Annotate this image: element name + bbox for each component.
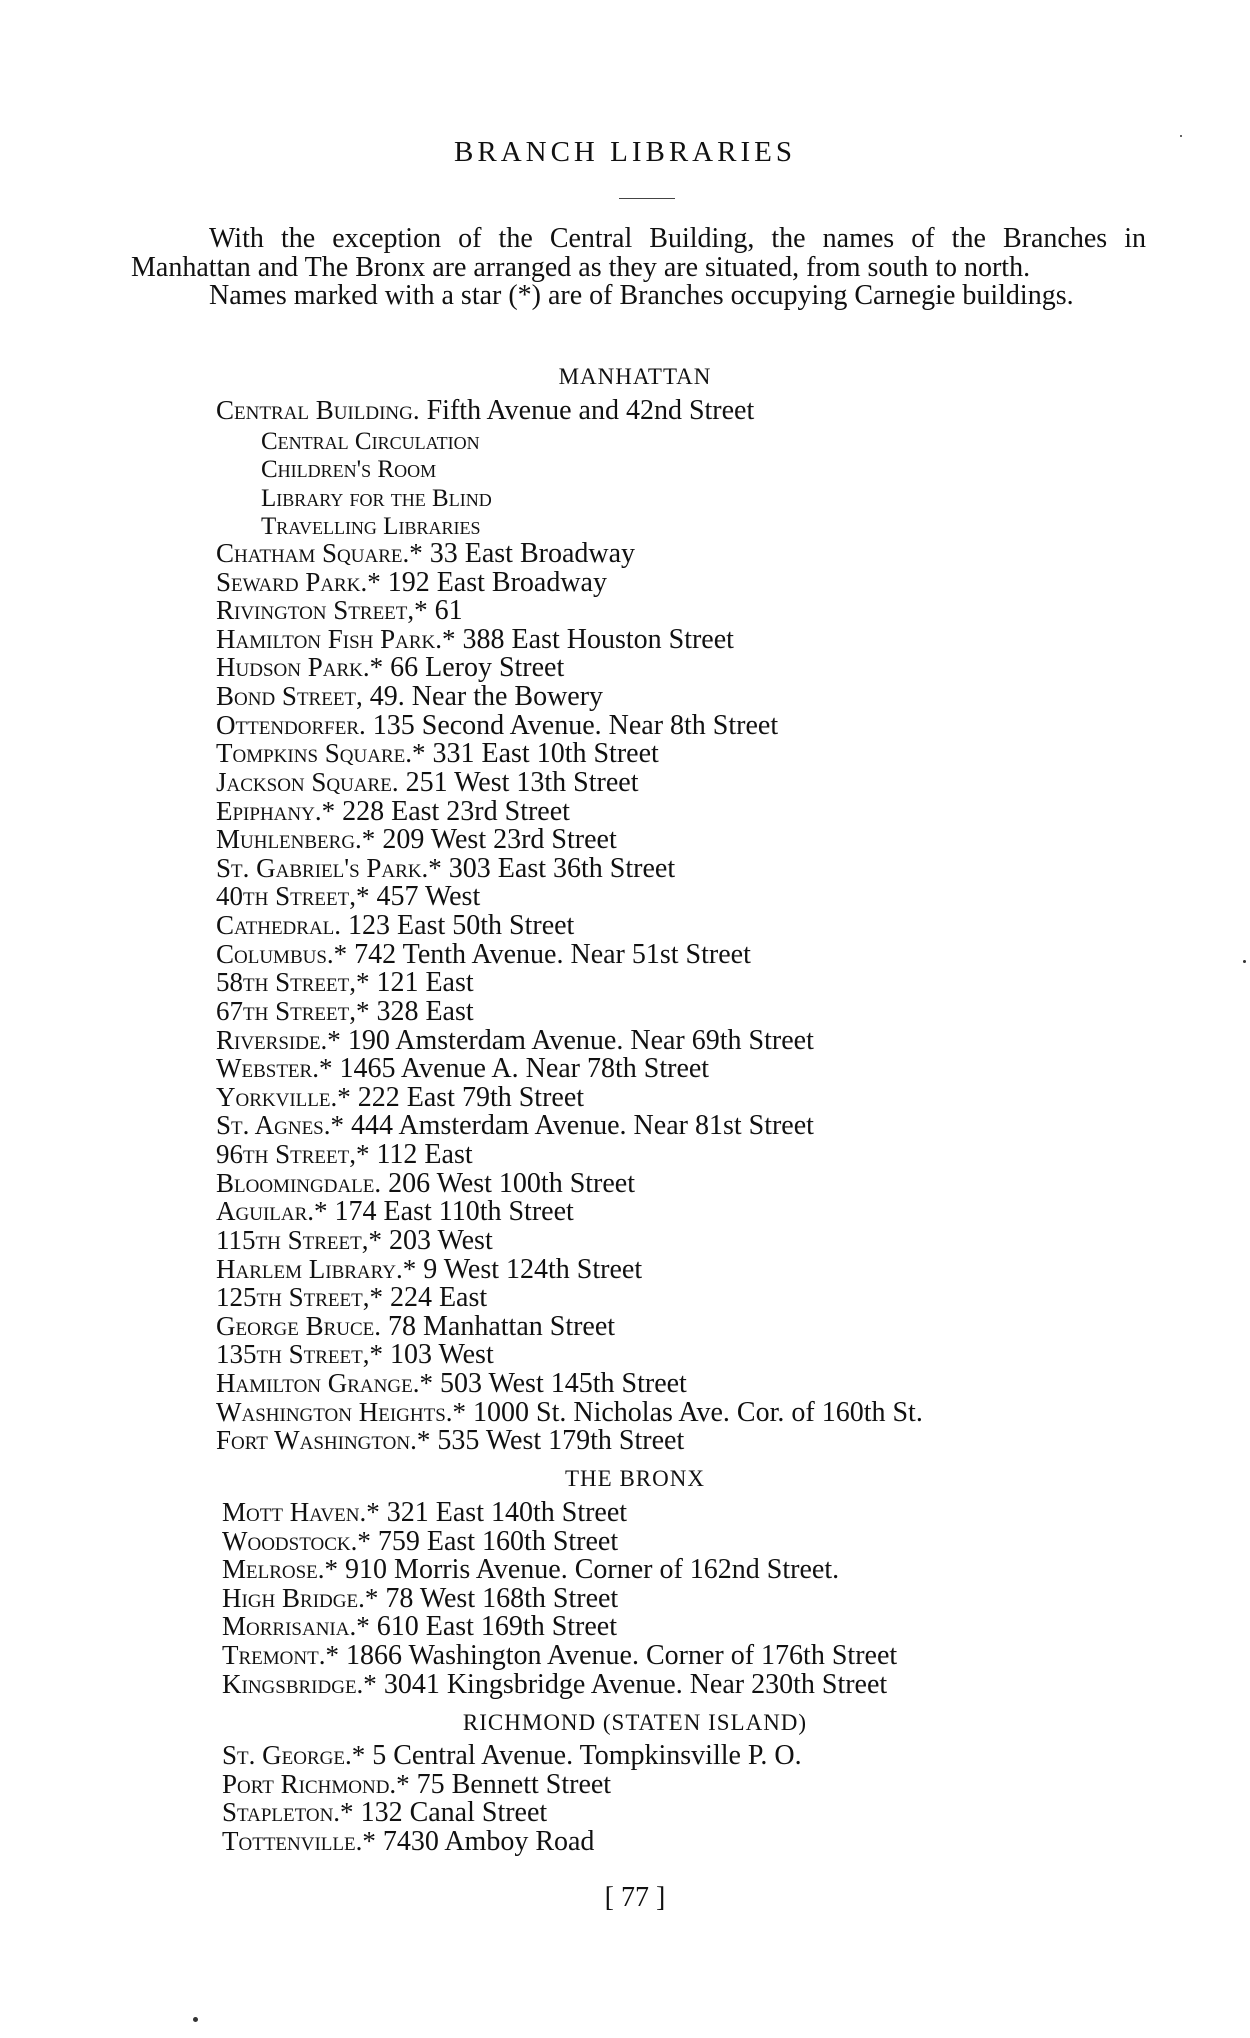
branch-address: 206 West 100th Street [381,1167,635,1199]
branch-address: 457 West [369,881,481,913]
branch-entry [216,1197,574,1226]
branch-entry [216,739,659,768]
branch-name: Kingsbridge.* [222,1668,377,1699]
branch-address: 3041 Kingsbridge Avenue. Near 230th Street [376,1668,888,1700]
branch-address: 190 Amsterdam Avenue. Near 69th Street [340,1024,814,1056]
branch-name: Bond Street, [216,681,363,712]
branch-address: 49. Near the Bowery [362,681,604,713]
branch-address: 66 Leroy Street [383,652,565,684]
branch-address: 742 Tenth Avenue. Near 51st Street [347,938,751,970]
branch-entry [216,1398,923,1427]
branch-entry [216,1255,642,1284]
branch-name: Chatham Square.* [216,538,423,568]
branch-name: Bloomingdale. [216,1167,382,1198]
branch-address: 1866 Washington Avenue. Corner of 176th Street [338,1640,898,1671]
branch-entry [216,1140,473,1169]
branch-name: Tottenville.* [222,1825,376,1856]
print-speck [1243,960,1246,963]
branch-name: Yorkville.* [216,1081,351,1112]
title-rule [619,198,675,199]
branch-entry [216,1283,487,1312]
branch-name: Riverside.* [216,1024,341,1055]
branch-address: 1000 St. Nicholas Ave. Cor. of 160th St. [466,1396,923,1428]
department-item: Travelling Libraries [261,513,481,540]
branch-name: Cathedral. [216,910,342,941]
branch-name: Muhlenberg.* [216,824,376,855]
branch-name: 115th Street,* [216,1224,382,1255]
branch-entry [216,625,734,654]
branch-entry [216,768,638,797]
branch-entry [222,1527,618,1556]
branch-entry-central [216,396,754,425]
branch-name: Epiphany.* [216,795,336,826]
branch-address: 75 Bennett Street [409,1768,612,1800]
branch-address: 444 Amsterdam Avenue. Near 81st Street [344,1110,814,1142]
branch-entry [216,711,778,740]
branch-address: 132 Canal Street [353,1797,548,1829]
branch-name: 40th Street,* [216,881,370,912]
branch-address: 121 East [369,967,474,999]
branch-address: 331 East 10th Street [425,738,659,770]
branch-name: 96th Street,* [216,1139,370,1170]
branch-address: 7430 Amboy Road [375,1825,595,1857]
branch-name: St. George.* [222,1740,366,1770]
branch-entry [216,653,564,682]
section-heading-manhattan: MANHATTAN [558,364,712,389]
branch-address: 1465 Avenue A. Near 78th Street [332,1053,710,1085]
branch-address: 503 West 145th Street [432,1367,687,1399]
branch-entry [216,1426,684,1455]
branch-name: Rivington Street,* [216,595,428,626]
branch-address: 388 East Houston Street [455,623,734,655]
branch-address: 33 East Broadway [422,538,636,569]
branch-address: 61 [427,595,463,627]
branch-entry [222,1498,627,1527]
branch-address: 303 East 36th Street [441,852,676,884]
branch-address: 123 East 50th Street [341,910,575,942]
branch-entry [216,1111,814,1140]
department-item: Children's Room [261,456,437,483]
branch-entry [216,1312,615,1341]
branch-entry [216,1340,494,1369]
branch-address: 759 East 160th Street [370,1525,619,1557]
branch-name: Harlem Library.* [216,1253,417,1284]
intro-paragraph: Names marked with a star (*) are of Branches occupying Carnegie buildings. [209,280,1074,311]
branch-address: 192 East Broadway [380,566,607,598]
branch-entry [216,1169,635,1198]
branch-address: 251 West 13th Street [398,766,639,798]
branch-entry [216,539,635,568]
branch-name: Melrose.* [222,1554,339,1585]
branch-entry [216,940,751,969]
branch-name: Seward Park.* [216,566,381,597]
branch-name: Ottendorfer. [216,709,366,740]
branch-name: Morrisania.* [222,1611,370,1642]
branch-address: 203 West [381,1224,493,1256]
branch-entry [222,1741,802,1770]
branch-name: Jackson Square. [216,766,399,797]
branch-address: Fifth Avenue and 42nd Street [419,395,755,426]
branch-address: 222 East 79th Street [350,1081,585,1113]
branch-entry [216,968,474,997]
branch-name: St. Agnes.* [216,1110,344,1141]
branch-entry [216,797,570,826]
branch-entry [216,1054,709,1083]
branch-entry [216,1026,814,1055]
intro-text [131,225,1146,311]
branch-name: Stapleton.* [222,1797,354,1828]
branch-name: 125th Street,* [216,1282,383,1313]
branch-name: High Bridge.* [222,1582,379,1613]
branch-name: George Bruce. [216,1310,382,1341]
branch-entry [216,682,603,711]
branch-name: Central Building. [216,395,420,425]
branch-entry [216,997,474,1026]
branch-address: 174 East 110th Street [327,1196,574,1228]
branch-name: St. Gabriel's Park.* [216,852,442,883]
branch-address: 135 Second Avenue. Near 8th Street [365,709,779,741]
branch-entry [222,1641,897,1670]
page-number: [ 77 ] [604,1882,666,1913]
branch-address: 209 West 23rd Street [375,824,617,856]
branch-address: 9 West 124th Street [416,1253,643,1285]
branch-entry [222,1670,887,1699]
branch-name: Tompkins Square.* [216,738,426,769]
branch-entry [222,1770,611,1799]
branch-entry [216,911,574,940]
branch-name: 135th Street,* [216,1339,383,1370]
page-title: BRANCH LIBRARIES [454,136,796,168]
branch-entry [216,1369,687,1398]
branch-name: 58th Street,* [216,967,370,998]
branch-name: Aguilar.* [216,1196,328,1227]
department-item: Library for the Blind [261,485,492,512]
branch-address: 535 West 179th Street [430,1425,685,1457]
branch-entry [222,1798,547,1827]
branch-address: 103 West [382,1339,494,1371]
branch-address: 78 West 168th Street [378,1582,619,1614]
branch-entry [216,568,607,597]
branch-entry [216,1226,493,1255]
branch-entry [222,1584,618,1613]
section-heading-richmond: RICHMOND (STATEN ISLAND) [462,1710,808,1735]
branch-name: Washington Heights.* [216,1396,467,1427]
branch-entry [216,1083,584,1112]
print-speck [1180,135,1182,137]
branch-name: Tremont.* [222,1640,339,1670]
branch-name: Hudson Park.* [216,652,384,683]
intro-paragraph: With the exception of the Central Building, the names of the Branches in Manhattan and The Bronx are arranged as they are situated, from south to north. [131,223,1146,283]
branch-name: Hamilton Grange.* [216,1367,433,1398]
branch-address: 228 East 23rd Street [335,795,570,827]
branch-address: 610 East 169th Street [369,1611,618,1643]
branch-address: 910 Morris Avenue. Corner of 162nd Street. [338,1554,840,1586]
branch-address: 321 East 140th Street [379,1497,628,1528]
branch-address: 112 East [369,1139,473,1171]
branch-entry [216,825,617,854]
section-heading-bronx: THE BRONX [565,1466,705,1491]
branch-entry [222,1827,594,1856]
branch-name: Fort Washington.* [216,1425,431,1456]
branch-entry [216,596,463,625]
branch-entry [216,882,480,911]
branch-entry [216,854,675,883]
branch-address: 5 Central Avenue. Tompkinsville P. O. [365,1740,802,1771]
branch-address: 328 East [369,995,474,1027]
branch-name: 67th Street,* [216,995,370,1026]
branch-name: Columbus.* [216,938,348,969]
branch-name: Hamilton Fish Park.* [216,623,456,654]
branch-address: 224 East [382,1282,488,1314]
branch-entry [222,1612,617,1641]
branch-name: Mott Haven.* [222,1497,380,1527]
branch-name: Woodstock.* [222,1525,371,1556]
print-speck [193,2017,198,2022]
branch-address: 78 Manhattan Street [381,1310,616,1342]
branch-name: Webster.* [216,1053,333,1084]
department-item: Central Circulation [261,428,480,455]
branch-name: Port Richmond.* [222,1768,410,1799]
branch-entry [222,1555,839,1584]
